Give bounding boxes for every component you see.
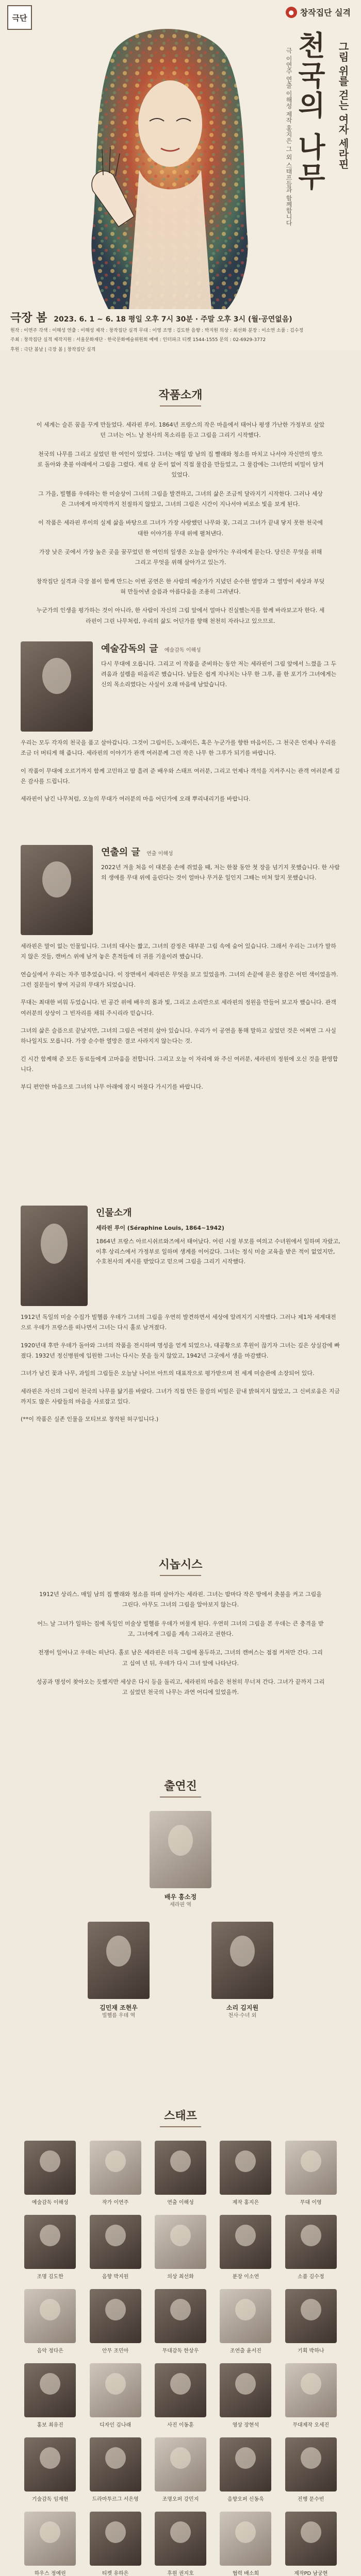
paragraph: 그녀의 삶은 슬픔으로 끝났지만, 그녀의 그림은 여전히 살아 있습니다. 우리가 이 공연을 통해 말하고 싶었던 것은 어쩌면 그 사실 하나일지도 모릅니다. 가장 순수한 열망은 결코 사라지지 않는다는 것. xyxy=(21,1027,336,1045)
character-name: 세라핀 루이 (Séraphine Louis, 1864~1942) xyxy=(96,1225,224,1231)
paragraph: 그녀가 남긴 꽃과 나무, 과일의 그림들은 오늘날 나이브 아트의 대표작으로 평가받으며 전 세계 미술관에 소장되어 있다. xyxy=(21,1370,315,1377)
paragraph: 1912년 독일의 미술 수집가 빌헬름 우데가 그녀의 그림을 우연히 발견하면서 세상에 알려지기 시작했다. 그러나 제1차 세계대전으로 우데가 프랑스를 떠나면서 그녀는 다시 홀로 남겨졌다. xyxy=(21,1314,336,1331)
staff-role: 연출 이해성 xyxy=(167,2200,194,2206)
staff-role: 음악 정다은 xyxy=(37,2348,63,2354)
section-director-note xyxy=(0,641,361,812)
paragraph: 전쟁이 일어나고 우데는 떠난다. 홀로 남은 세라핀은 더욱 그림에 몰두하고, 그녀의 캔버스는 점점 커져만 간다. 그리고 십여 년 뒤, 우데가 다시 그녀 앞에 나타난다. xyxy=(38,1649,323,1667)
staff-role: 기술감독 임재현 xyxy=(31,2497,69,2502)
cast-card xyxy=(77,1922,160,2020)
staff-role: 예술감독 이해성 xyxy=(31,2200,69,2206)
staff-role: 조명 김도한 xyxy=(37,2274,63,2280)
section-title: 출연진 xyxy=(164,1780,197,1793)
staff-card xyxy=(216,2289,275,2354)
people-title: 인물소개 xyxy=(96,1208,132,1218)
staff-card xyxy=(216,2363,275,2428)
staff-role: 분장 이소연 xyxy=(232,2274,259,2280)
date-line xyxy=(10,309,351,325)
paragraph: 이 세계는 슬픈 꿈을 꾸게 만들었다. 세라핀 루이. 1864년 프랑스의 작은 마을에서 태어나 평생 가난한 가정부로 살았던 그녀는 어느 날 천사의 목소리를 듣고 그림을 그리기 시작했다. xyxy=(36,421,325,439)
staff-card xyxy=(151,2437,210,2502)
writer-photo xyxy=(21,845,93,935)
paragraph: 부디 편안한 마음으로 그녀의 나무 아래에 잠시 머물다 가시기를 바랍니다. xyxy=(21,1083,203,1091)
staff-role: 작가 이연주 xyxy=(102,2200,129,2206)
staff-card xyxy=(282,2289,340,2354)
staff-card xyxy=(282,2512,340,2576)
staff-card xyxy=(216,2512,275,2576)
staff-photo xyxy=(24,2289,76,2343)
paragraph: 세라핀은 자신의 그림이 천국의 나무를 닮기를 바랐다. 그녀가 직접 만든 물감의 비밀은 끝내 밝혀지지 않았고, 그 신비로움은 지금까지도 많은 사람들의 마음을 사로잡고 있다. xyxy=(21,1387,340,1405)
staff-role: 협력 배소희 xyxy=(232,2571,259,2576)
paragraph: 누군가의 인생을 평가하는 것이 아니라, 한 사람이 자신의 그림 앞에서 얼마나 진실했는지를 함께 바라보고자 한다. 세라핀이 그린 나무처럼, 우리의 삶도 어딘가를 향해 천천히 자라나고 있으므로. xyxy=(36,607,325,624)
paragraph: 우리는 모두 각자의 천국을 품고 살아갑니다. 그것이 그림이든, 노래이든, 혹은 누군가를 향한 마음이든, 그 천국은 언제나 우리를 조금 더 버티게 해 줍니다. 세라핀의 이야기가 관객 여러분께 그런 작은 나무 한 그루가 되기를 바랍니다. xyxy=(21,739,336,757)
cast-name: 배우 홍소정 xyxy=(164,1893,197,1901)
staff-role: 홍보 최유진 xyxy=(37,2422,63,2428)
section-divider xyxy=(160,1575,201,1576)
staff-photo xyxy=(90,2215,141,2269)
staff-grid xyxy=(21,2141,340,2576)
staff-card xyxy=(151,2215,210,2280)
character-photo xyxy=(21,1206,88,1306)
staff-photo xyxy=(285,2289,337,2343)
staff-role: 제작 홍지은 xyxy=(232,2200,259,2206)
paragraph: 가장 낮은 곳에서 가장 높은 곳을 꿈꾸었던 한 여인의 일생은 오늘을 살아가는 우리에게 묻는다. 당신은 무엇을 위해 그리고 무엇을 위해 살아가고 있는가. xyxy=(39,549,322,566)
director-name: 예술감독 이해성 xyxy=(164,648,201,653)
section-title: 스태프 xyxy=(164,2110,197,2123)
staff-role: 티켓 유하은 xyxy=(102,2571,129,2576)
section-divider xyxy=(160,2126,201,2127)
paragraph: 1912년 상리스. 매일 남의 집 빨래와 청소를 하며 살아가는 세라핀. 그녀는 밤마다 작은 방에서 촛불을 켜고 그림을 그린다. 아무도 그녀의 그림을 알아보지 않는다. xyxy=(39,1591,322,1608)
paragraph: 이 작품은 세라핀 루이의 실제 삶을 바탕으로 그녀가 가장 사랑했던 나무와 꽃, 그리고 그녀가 끝내 닿지 못한 천국에 대한 이야기를 무대 위에 펼쳐낸다. xyxy=(38,519,323,537)
cast-lead-row xyxy=(0,1811,361,1909)
brand xyxy=(286,6,351,18)
paragraph: 천국의 나무를 그리고 싶었던 한 여인이 있었다. 그녀는 매일 밤 남의 집 빨래와 청소를 마치고 나서야 자신만의 방으로 돌아와 촛불 아래에서 그림을 그렸다. 재료 살 돈이 없어 직접 물감을 만들었고, 그 물감에는 그녀만의 비밀이 담겨 있었다. xyxy=(37,450,324,479)
brand-mark-icon: ● xyxy=(286,7,297,18)
section-staff xyxy=(0,2107,361,2576)
credit-line: 후원 : 극단 봄날 | 극장 봄 | 창작집단 실격 xyxy=(10,347,96,352)
staff-photo xyxy=(155,2437,206,2492)
section-title: 시놉시스 xyxy=(158,1558,203,1571)
section-title xyxy=(101,641,340,655)
staff-card xyxy=(21,2289,79,2354)
writer-name: 연출 이해성 xyxy=(146,851,173,857)
staff-role: 무대제작 오세진 xyxy=(292,2422,330,2428)
play-title: 천국의 나무 xyxy=(293,31,326,192)
paragraph: 창작집단 실격과 극장 봄이 함께 만드는 이번 공연은 한 사람의 예술가가 지녔던 순수한 열망과 그 열망이 세상과 부딪혀 만들어낸 슬픔과 아름다움을 조용히 그려낸다. xyxy=(36,578,325,596)
section-cast xyxy=(0,1777,361,2032)
staff-role: 조명오퍼 강민지 xyxy=(162,2497,199,2502)
staff-photo xyxy=(220,2363,271,2417)
paragraph: 그 가을, 빌헬름 우데라는 한 미술상이 그녀의 그림을 발견하고, 그녀의 삶은 조금씩 달라지기 시작한다. 그러나 세상은 그녀에게 마지막까지 친절하지 않았고, 그녀의 그림은 시간이 지나서야 비로소 빛을 보게 된다. xyxy=(38,490,323,508)
staff-card xyxy=(216,2215,275,2280)
staff-role: 안무 조민아 xyxy=(102,2348,129,2354)
staff-photo xyxy=(90,2437,141,2492)
staff-card xyxy=(216,2437,275,2502)
section-title: 작품소개 xyxy=(158,389,203,402)
date-text: 2023. 6. 1 ~ 6. 18 평일 오후 7시 30분 · 주말 오후 3시 (월·공연없음) xyxy=(54,315,292,324)
staff-photo xyxy=(220,2289,271,2343)
staff-card xyxy=(86,2215,144,2280)
staff-card xyxy=(151,2363,210,2428)
paragraph: 이 작품이 무대에 오르기까지 함께 고민하고 땀 흘려 준 배우와 스태프 여러분, 그리고 언제나 객석을 지켜주시는 관객 여러분께 깊은 감사를 드립니다. xyxy=(21,767,340,785)
staff-role: 후원 권지호 xyxy=(167,2571,194,2576)
cast-card xyxy=(201,1922,284,2020)
cast-card xyxy=(139,1811,222,1909)
staff-role: 음향오퍼 신동욱 xyxy=(227,2497,264,2502)
staff-role: 하우스 정예린 xyxy=(34,2571,66,2576)
venue-tag: 극장 봄 xyxy=(10,311,47,325)
staff-card xyxy=(282,2363,340,2428)
staff-photo xyxy=(155,2215,206,2269)
staff-photo xyxy=(24,2215,76,2269)
staff-card xyxy=(151,2141,210,2206)
staff-card xyxy=(282,2141,340,2206)
staff-card xyxy=(151,2512,210,2576)
section-director-writing xyxy=(0,845,361,1100)
hero-cast-credit: 극 이연주 연출 이해성 제작 홍지은 그 외 스태프들과 함께합니다 xyxy=(285,47,292,226)
staff-photo xyxy=(155,2141,206,2195)
performance-info xyxy=(0,309,361,353)
paragraph: 무대는 최대한 비워 두었습니다. 빈 공간 위에 배우의 몸과 빛, 그리고 소리만으로 세라핀의 정원을 만들어 보고자 했습니다. 관객 여러분의 상상이 그 빈자리를 채워 주시리라 믿습니다. xyxy=(21,999,336,1016)
staff-role: 드라마투르그 서은영 xyxy=(92,2497,139,2502)
director-photo xyxy=(21,641,93,732)
note: (**이 작품은 실존 인물을 모티브로 창작된 허구입니다.) xyxy=(21,1416,159,1423)
staff-role: 사진 이동훈 xyxy=(167,2422,194,2428)
cast-role: 천사·수녀 외 xyxy=(228,2013,257,2019)
paragraph: 세라핀은 말이 없는 인물입니다. 그녀의 대사는 짧고, 그녀의 감정은 대부분 그림 속에 숨어 있습니다. 그래서 우리는 그녀가 말하지 않은 것들, 캔버스 위에 남겨 놓은 흔적들에 더 귀를 기울이려 했습니다. xyxy=(21,943,336,960)
section-title xyxy=(101,845,340,858)
poster-hero xyxy=(0,0,361,350)
staff-card xyxy=(21,2141,79,2206)
staff-role: 조연출 윤서진 xyxy=(229,2348,261,2354)
staff-card xyxy=(282,2437,340,2502)
cast-photo xyxy=(211,1922,273,1999)
writer-title: 연출의 글 xyxy=(101,847,140,858)
staff-card xyxy=(86,2512,144,2576)
staff-role: 무대 이영 xyxy=(300,2200,322,2206)
staff-card xyxy=(151,2289,210,2354)
paragraph: 1920년대 후반 우데가 돌아와 그녀의 작품을 전시하며 명성을 얻게 되었으나, 대공황으로 후원이 끊기자 그녀는 깊은 상실감에 빠졌다. 1932년 정신병원에 입원한 그녀는 다시는 붓을 들지 않았고, 1942년 그곳에서 생을 마감했다. xyxy=(21,1342,340,1360)
staff-photo xyxy=(155,2289,206,2343)
staff-card xyxy=(21,2363,79,2428)
paragraph: 1864년 프랑스 아르시쉬르와즈에서 태어났다. 어린 시절 부모를 여의고 수녀원에서 일하며 자랐고, 이후 상리스에서 가정부로 일하며 생계를 이어갔다. 그녀는 정식 미술 교육을 받은 적이 없었지만, 수호천사의 계시를 받았다고 믿으며 그림을 그리기 시작했다. xyxy=(96,1238,340,1265)
section-divider xyxy=(160,1797,201,1798)
staff-photo xyxy=(155,2363,206,2417)
staff-photo xyxy=(285,2437,337,2492)
staff-card xyxy=(86,2437,144,2502)
staff-photo xyxy=(24,2512,76,2566)
credit-line: 원작 : 이연주 각색 : 이해성 연출 : 이해성 제작 : 창작집단 실격 무대 : 이영 조명 : 김도한 음향 : 박지원 의상 : 최선화 분장 : 이소연 소품 : 김수정 xyxy=(10,328,304,333)
cast-photo xyxy=(150,1811,211,1888)
staff-photo xyxy=(285,2215,337,2269)
staff-photo xyxy=(285,2363,337,2417)
staff-photo xyxy=(220,2437,271,2492)
section-character xyxy=(0,1206,361,1432)
cast-support-row xyxy=(0,1922,361,2020)
cast-name: 김민재 조현우 xyxy=(100,2004,138,2011)
director-title: 예술감독의 글 xyxy=(101,643,158,654)
staff-card xyxy=(21,2512,79,2576)
staff-role: 영상 장현석 xyxy=(232,2422,259,2428)
section-divider xyxy=(160,405,201,406)
cast-role: 세라핀 역 xyxy=(170,1902,191,1908)
section-title xyxy=(96,1206,340,1219)
staff-photo xyxy=(90,2512,141,2566)
cast-photo xyxy=(88,1922,150,1999)
cast-name: 소리 김지원 xyxy=(226,2004,259,2011)
staff-card xyxy=(86,2289,144,2354)
staff-role: 무대감독 한상우 xyxy=(162,2348,199,2354)
paragraph: 긴 시간 함께해 준 모든 동료들에게 고마움을 전합니다. 그리고 오늘 이 자리에 와 주신 여러분, 세라핀의 정원에 오신 것을 환영합니다. xyxy=(21,1055,338,1073)
staff-card xyxy=(86,2363,144,2428)
paragraph: 세라핀이 남긴 나무처럼, 오늘의 무대가 여러분의 마음 어딘가에 오래 뿌리내리기를 바랍니다. xyxy=(21,795,251,803)
director-header xyxy=(21,641,340,732)
cast-role: 빌헬름 우데 역 xyxy=(102,2013,136,2019)
staff-role: 디자인 김나래 xyxy=(100,2422,132,2428)
staff-card xyxy=(21,2215,79,2280)
staff-photo xyxy=(155,2512,206,2566)
brand-name: 창작집단 실격 xyxy=(300,8,351,18)
writer-header xyxy=(21,845,340,935)
staff-photo xyxy=(220,2141,271,2195)
staff-role: 진행 문수빈 xyxy=(298,2497,324,2502)
staff-photo xyxy=(285,2512,337,2566)
staff-card xyxy=(21,2437,79,2502)
staff-card xyxy=(86,2141,144,2206)
paragraph: 2022년 겨울 처음 이 대본을 손에 쥐었을 때, 저는 한참 동안 첫 장을 넘기지 못했습니다. 한 사람의 생애를 무대 위에 올린다는 것이 얼마나 무거운 일인지 그때는 미처 알지 못했습니다. xyxy=(101,864,340,881)
character-header xyxy=(21,1206,340,1306)
staff-card xyxy=(216,2141,275,2206)
staff-role: 기획 박하나 xyxy=(298,2348,324,2354)
staff-photo xyxy=(24,2363,76,2417)
staff-photo xyxy=(24,2437,76,2492)
staff-card xyxy=(282,2215,340,2280)
staff-photo xyxy=(90,2363,141,2417)
paragraph: 성공과 명성이 찾아오는 듯했지만 세상은 다시 등을 돌리고, 세라핀의 마음은 천천히 무너져 간다. 그녀가 끝까지 그리고 싶었던 천국의 나무는 과연 어디에 있었을까. xyxy=(36,1679,325,1696)
paragraph: 다시 무대에 오릅니다. 그리고 이 작품을 준비하는 동안 저는 세라핀이 그림 앞에서 느꼈을 그 두려움과 설렘을 떠올리곤 했습니다. 남들은 쉽게 지나치는 나무 한 그루, 풀 한 포기가 그녀에게는 신의 목소리였다는 사실이 오래 마음에 남았습니다. xyxy=(101,660,337,688)
staff-photo xyxy=(220,2512,271,2566)
staff-role: 의상 최선화 xyxy=(167,2274,194,2280)
staff-photo xyxy=(90,2141,141,2195)
paragraph: 연습실에서 우리는 자주 멈추었습니다. 이 장면에서 세라핀은 무엇을 보고 있었을까. 그녀의 손끝에 묻은 물감은 어떤 색이었을까. 그런 질문들이 쌓여 지금의 무대가 되었습니다. xyxy=(21,971,338,989)
staff-role: 음향 박지원 xyxy=(102,2274,129,2280)
credit-line: 주최 : 창작집단 실격 제작지원 : 서울문화재단 · 한국문화예술위원회 예매 : 인터파크 티켓 1544-1555 문의 : 02-6929-3772 xyxy=(10,337,266,343)
section-introduction xyxy=(0,386,361,635)
staff-photo xyxy=(24,2141,76,2195)
paragraph: 어느 날 그녀가 일하는 집에 독일인 미술상 빌헬름 우데가 머물게 된다. 우연히 그녀의 그림을 본 우데는 큰 충격을 받고, 그녀에게 그림을 계속 그리라고 권한다. xyxy=(37,1620,324,1638)
staff-photo xyxy=(90,2289,141,2343)
staff-photo xyxy=(285,2141,337,2195)
staff-role: 제작PD 남궁현 xyxy=(294,2571,328,2576)
company-logo: 극단 xyxy=(7,5,32,30)
section-synopsis xyxy=(0,1556,361,1706)
portrait-illustration xyxy=(72,21,258,309)
staff-photo xyxy=(220,2215,271,2269)
play-subtitle: 그림 위를 걷는 여자 세라핀 xyxy=(337,41,349,169)
staff-role: 소품 김수정 xyxy=(298,2274,324,2280)
